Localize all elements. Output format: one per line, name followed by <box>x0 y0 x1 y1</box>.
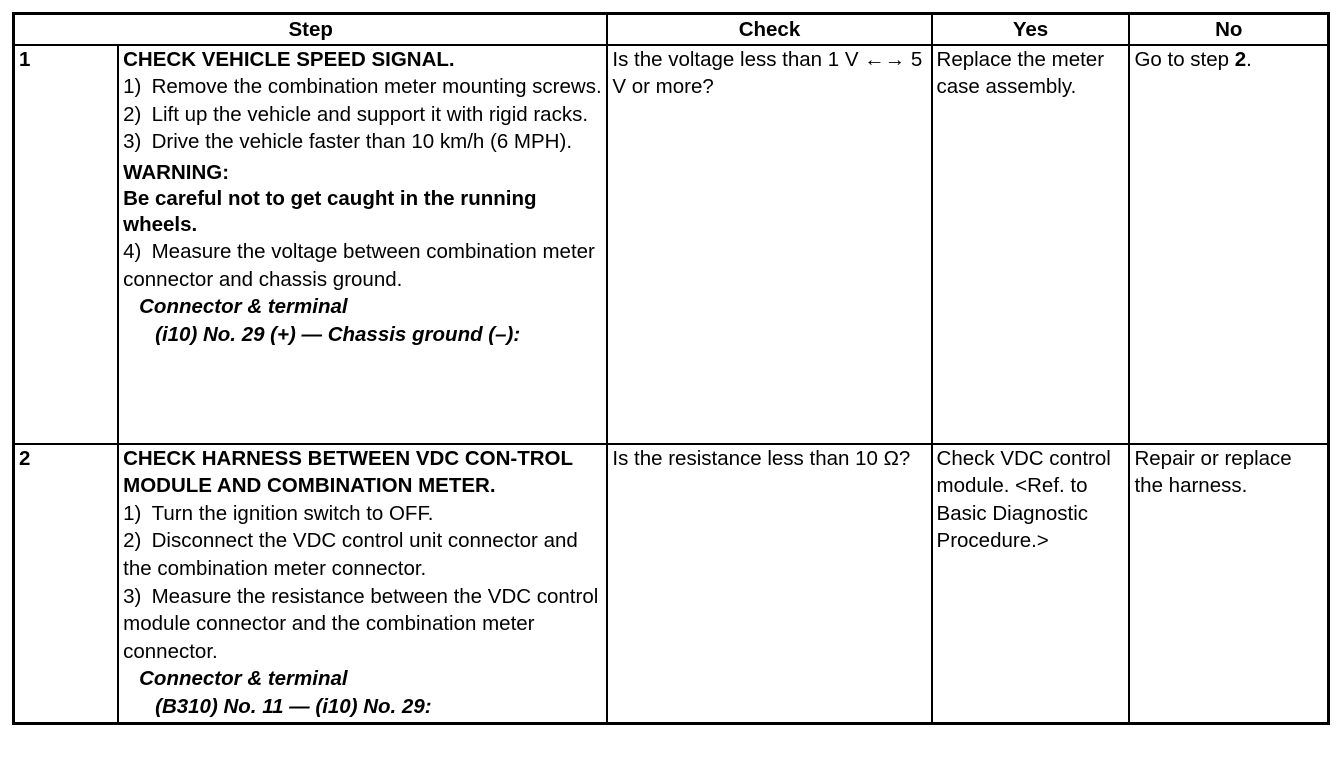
connector-terminal-value: (i10) No. 29 (+) — Chassis ground (–): <box>155 322 521 346</box>
column-header-check: Check <box>607 14 931 45</box>
yes-cell: Check VDC control module. <Ref. to Basic Diagnostic Procedure.> <box>932 444 1130 723</box>
step-instruction: 1) Remove the combination meter mounting screws. <box>123 75 602 99</box>
step-number: 1 <box>14 45 119 444</box>
no-text-suffix: . <box>1246 47 1252 71</box>
step-instruction: 1) Turn the ignition switch to OFF. <box>123 501 434 525</box>
step-instruction: 2) Disconnect the VDC control unit connector and the combination meter connector. <box>123 529 578 580</box>
check-cell: Is the resistance less than 10 Ω? <box>607 444 931 723</box>
step-instruction: 3) Measure the resistance between the VDC control module connector and the combination meter connector. <box>123 584 599 663</box>
yes-cell: Replace the meter case assembly. <box>932 45 1130 444</box>
step-instruction: 2) Lift up the vehicle and support it with rigid racks. <box>123 102 589 126</box>
connector-terminal-label: Connector & terminal <box>139 295 348 319</box>
connector-terminal-value: (B310) No. 11 — (i10) No. 29: <box>155 694 432 718</box>
step-instruction: 4) Measure the voltage between combination meter connector and chassis ground. <box>123 239 595 291</box>
table-row <box>14 444 1329 723</box>
diagnostic-procedure-table-wrapper <box>12 12 1330 725</box>
table-header-row <box>14 14 1329 45</box>
no-step-reference: 2 <box>1234 47 1247 71</box>
no-cell: Repair or replace the harness. <box>1129 444 1328 723</box>
no-text: Go to step <box>1134 47 1235 71</box>
step-title: CHECK HARNESS BETWEEN VDC CON-TROL MODULE AND COMBINATION METER. <box>123 446 573 498</box>
diagnostic-procedure-table <box>12 12 1330 725</box>
step-instruction: 3) Drive the vehicle faster than 10 km/h (6 MPH). <box>123 130 573 154</box>
step-title: CHECK VEHICLE SPEED SIGNAL. <box>123 47 455 71</box>
warning-title: WARNING: <box>123 160 230 184</box>
connector-terminal-label: Connector & terminal <box>139 667 348 691</box>
table-row <box>14 45 1329 444</box>
step-number: 2 <box>14 444 119 723</box>
warning-text: Be careful not to get caught in the running wheels. <box>123 186 537 236</box>
column-header-yes: Yes <box>932 14 1130 45</box>
column-header-step: Step <box>14 14 608 45</box>
step-content <box>118 45 607 444</box>
step-content <box>118 444 607 723</box>
no-cell <box>1129 45 1328 444</box>
check-cell: Is the voltage less than 1 V ←→ 5 V or more? <box>607 45 931 444</box>
column-header-no: No <box>1129 14 1328 45</box>
